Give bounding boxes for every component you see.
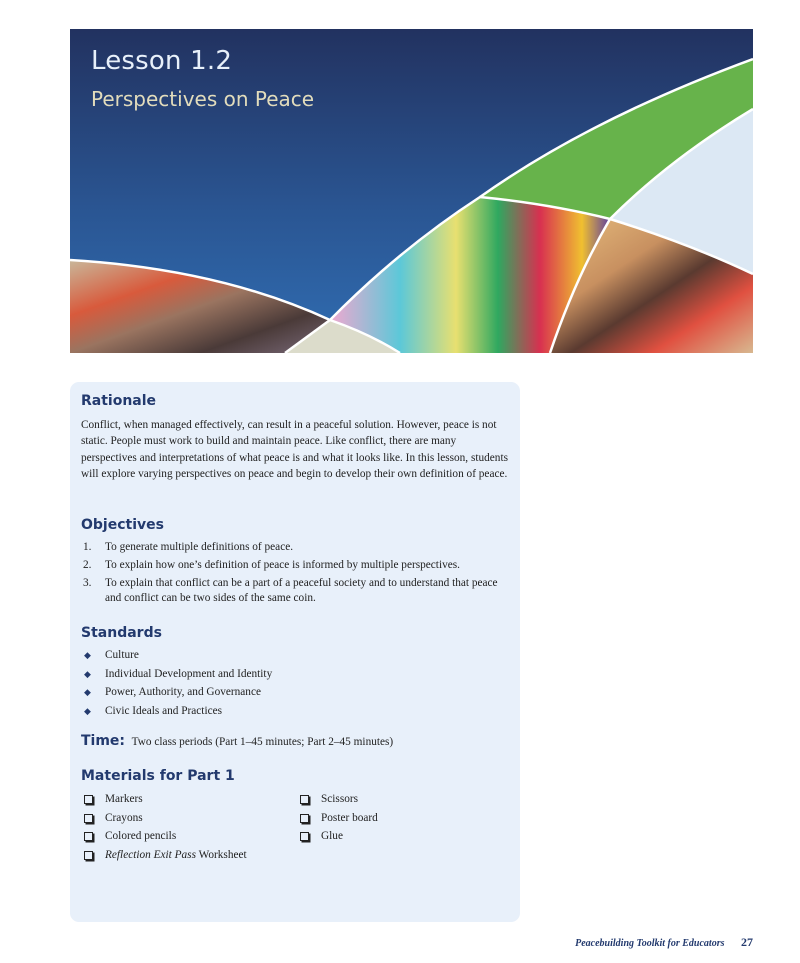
material-item: Glue [297, 827, 378, 846]
checkbox-icon [300, 795, 309, 804]
material-item: Markers [81, 790, 247, 809]
materials-heading: Materials for Part 1 [81, 768, 235, 784]
standard-item: ◆ Culture [81, 646, 272, 665]
rationale-heading: Rationale [81, 393, 157, 409]
material-item: Reflection Exit Pass Worksheet [81, 846, 247, 865]
book-title: Peacebuilding Toolkit for Educators [575, 938, 725, 949]
standards-list [81, 646, 272, 720]
objectives-heading: Objectives [81, 517, 164, 533]
lesson-number: Lesson 1.2 [91, 46, 233, 76]
material-item: Crayons [81, 809, 247, 828]
time-label: Time: [81, 733, 126, 749]
checkbox-icon [84, 851, 93, 860]
checkbox-icon [300, 814, 309, 823]
lesson-title: Perspectives on Peace [91, 87, 315, 111]
material-item: Poster board [297, 809, 378, 828]
objective-item: 1. To generate multiple definitions of peace. [83, 541, 294, 553]
lesson-summary-box [70, 382, 520, 922]
checkbox-icon [84, 832, 93, 841]
standard-item: ◆ Individual Development and Identity [81, 665, 272, 684]
checkbox-icon [84, 795, 93, 804]
lesson-banner [70, 29, 753, 353]
page-footer [575, 935, 753, 950]
standard-item: ◆ Civic Ideals and Practices [81, 702, 272, 721]
banner-graphic [70, 29, 753, 353]
standard-item: ◆ Power, Authority, and Governance [81, 683, 272, 702]
diamond-bullet-icon: ◆ [84, 705, 91, 716]
material-item: Colored pencils [81, 827, 247, 846]
page-number: 27 [741, 935, 753, 949]
objective-item: 3. To explain that conflict can be a part of a peaceful society and to understand that peace and conflict can be two sides of the same coin. [83, 577, 498, 604]
rationale-text: Conflict, when managed effectively, can result in a peaceful solution. However, peace is not static. People must work to build and maintain peace. Like conflict, there are many perspectives and interpretations of what peace is and what it looks like. In this lesson, students will explore varying perspectives on peace and begin to develop their own definition of peace. [81, 419, 508, 480]
checkbox-icon [84, 814, 93, 823]
diamond-bullet-icon: ◆ [84, 668, 91, 679]
checkbox-icon [300, 832, 309, 841]
diamond-bullet-icon: ◆ [84, 650, 91, 660]
materials-list-left [81, 790, 247, 864]
objective-item: 2. To explain how one’s definition of peace is informed by multiple perspectives. [83, 559, 460, 571]
objectives-list [81, 540, 515, 609]
diamond-bullet-icon: ◆ [84, 687, 91, 697]
materials-list-right [297, 790, 378, 846]
material-item: Scissors [297, 790, 378, 809]
time-row [81, 733, 393, 749]
standards-heading: Standards [81, 625, 162, 641]
time-text: Two class periods (Part 1–45 minutes; Part 2–45 minutes) [131, 736, 394, 748]
